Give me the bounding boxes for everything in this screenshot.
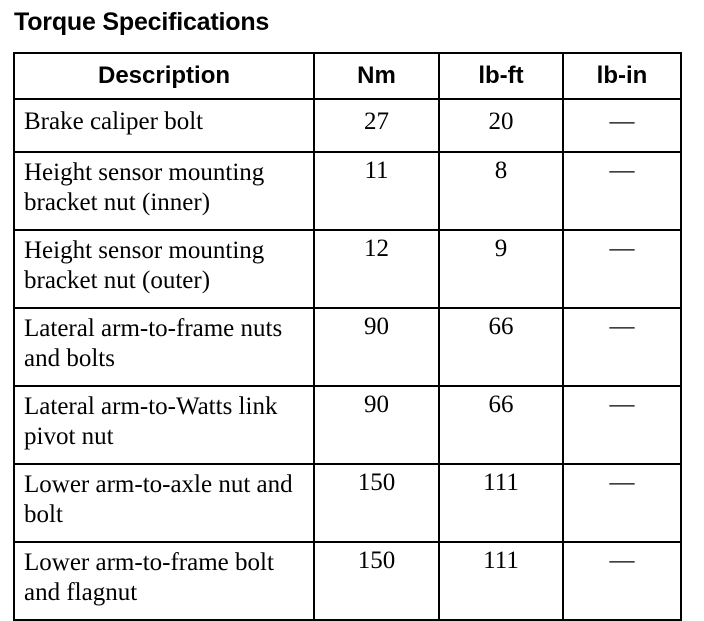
cell-nm: 27 [314,99,439,152]
cell-nm: 90 [314,308,439,386]
table-row [14,386,681,464]
cell-description: Lateral arm-to-frame nuts and bolts [14,308,314,386]
cell-lb-in: — [563,542,681,620]
cell-nm: 150 [314,542,439,620]
cell-lb-in: — [563,99,681,152]
cell-lb-in: — [563,230,681,308]
cell-nm: 90 [314,386,439,464]
cell-lb-ft: 66 [439,308,563,386]
cell-nm: 11 [314,152,439,230]
header-nm: Nm [314,53,439,99]
cell-description: Lateral arm-to-Watts link pivot nut [14,386,314,464]
cell-description: Height sensor mounting bracket nut (inner) [14,152,314,230]
cell-lb-ft: 20 [439,99,563,152]
table-header-row [14,53,681,99]
table-row [14,542,681,620]
cell-description: Brake caliper bolt [14,99,314,152]
cell-lb-in: — [563,308,681,386]
cell-nm: 12 [314,230,439,308]
cell-lb-in: — [563,464,681,542]
table-row [14,99,681,152]
cell-lb-ft: 111 [439,542,563,620]
cell-lb-ft: 8 [439,152,563,230]
table-row [14,152,681,230]
table-row [14,308,681,386]
cell-lb-ft: 9 [439,230,563,308]
header-lb-ft: lb-ft [439,53,563,99]
torque-spec-table [13,52,682,621]
cell-lb-ft: 111 [439,464,563,542]
cell-lb-in: — [563,152,681,230]
header-lb-in: lb-in [563,53,681,99]
cell-nm: 150 [314,464,439,542]
table-row [14,464,681,542]
cell-description: Lower arm-to-frame bolt and flagnut [14,542,314,620]
table-row [14,230,681,308]
header-description: Description [14,53,314,99]
cell-lb-ft: 66 [439,386,563,464]
cell-description: Height sensor mounting bracket nut (outer) [14,230,314,308]
cell-lb-in: — [563,386,681,464]
page-title: Torque Specifications [14,8,270,36]
cell-description: Lower arm-to-axle nut and bolt [14,464,314,542]
